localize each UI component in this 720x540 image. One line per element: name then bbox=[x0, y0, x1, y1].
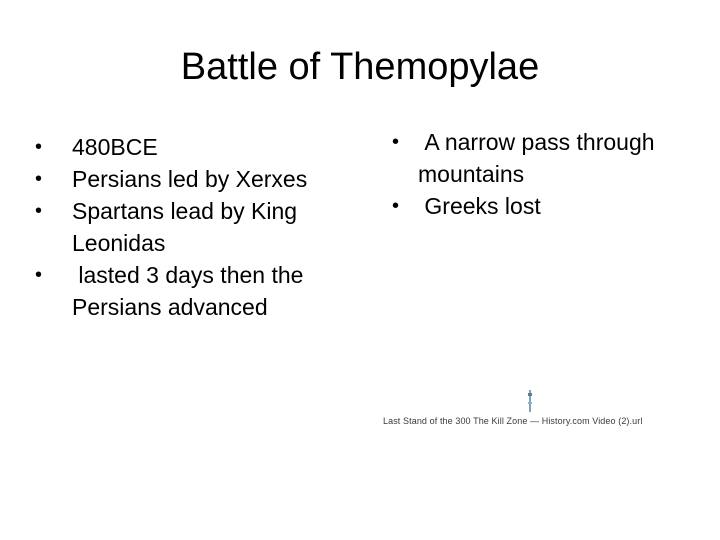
bullet-text: Greeks lost bbox=[418, 193, 541, 219]
bullet-text: lasted 3 days then the Persians advanced bbox=[72, 262, 310, 320]
video-file-icon[interactable] bbox=[527, 390, 533, 412]
slide-title: Battle of Themopylae bbox=[180, 46, 540, 88]
bullet-icon: • bbox=[35, 136, 43, 158]
bullet-icon: • bbox=[392, 195, 400, 217]
list-item bbox=[30, 259, 350, 323]
list-item bbox=[30, 163, 350, 195]
right-bullet-list bbox=[382, 126, 702, 222]
bullet-icon: • bbox=[35, 264, 43, 286]
left-bullet-list bbox=[30, 131, 350, 323]
list-item bbox=[382, 190, 702, 222]
list-item bbox=[30, 195, 350, 259]
bullet-text: A narrow pass through mountains bbox=[418, 129, 661, 187]
bullet-text: Persians led by Xerxes bbox=[72, 166, 308, 192]
bullet-icon: • bbox=[35, 200, 43, 222]
bullet-icon: • bbox=[35, 168, 43, 190]
bullet-text: 480BCE bbox=[72, 134, 158, 160]
bullet-text: Spartans lead by King Leonidas bbox=[72, 198, 298, 256]
video-link-label[interactable]: Last Stand of the 300 The Kill Zone — History.com Video (2).url bbox=[383, 416, 643, 426]
list-item bbox=[382, 126, 702, 190]
bullet-icon: • bbox=[392, 131, 400, 153]
list-item bbox=[30, 131, 350, 163]
video-shortcut-link[interactable] bbox=[383, 390, 693, 430]
